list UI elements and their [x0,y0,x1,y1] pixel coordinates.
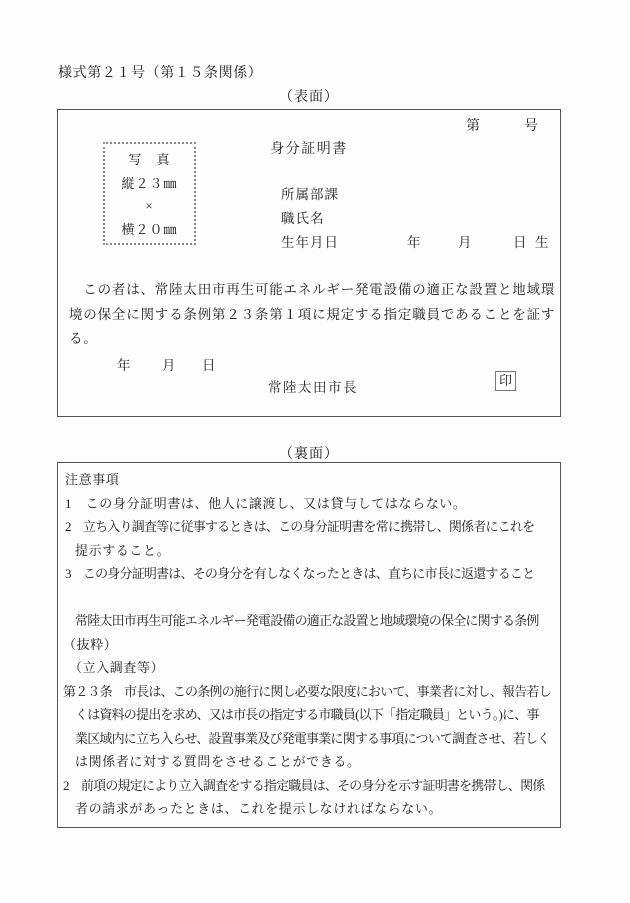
ordinance-article-heading: （立入調査等） [69,660,165,675]
birth-month-label: 月 [458,235,473,250]
issuer-name: 常陸太田市長 [268,380,358,395]
issue-day-label: 日 [202,358,217,373]
doc-number-suffix: 号 [524,119,538,134]
ordinance-article-line: 業区域内に立ち入らせ、設置事業及び発電事業に関する事項について調査させ、若しく [75,730,550,746]
birth-day-label: 日 [513,235,528,250]
photo-times-sign: × [145,197,154,213]
certification-line: る。 [69,331,98,347]
doc-number-line [466,115,538,135]
ordinance-excerpt-label: （抜粋） [63,636,118,652]
back-section-label: （裏面） [279,447,339,462]
back-note-item: 1 この身分証明書は、他人に譲渡し、又は貸与してはならない。 [65,495,467,511]
issue-month-label: 月 [162,358,177,373]
front-section-label: （表面） [279,90,339,105]
back-note-continuation: 提示すること。 [75,542,171,558]
ordinance-article-line: 2 前項の規定により立入調査をする指定職員は、その身分を示す証明書を携帯し、関係 [63,777,545,793]
born-suffix-label: 生 [535,235,550,250]
issue-year-label: 年 [117,358,132,373]
certification-line: この者は、常陸太田市再生可能エネルギー発電設備の適正な設置と地域環 [69,282,556,297]
back-note-item: 2 立ち入り調査等に従事するときは、この身分証明書を常に携帯し、関係者にこれを [65,519,535,534]
ordinance-title-line: 常陸太田市再生可能エネルギー発電設備の適正な設置と地域環境の保全に関する条例 [75,613,539,628]
back-notes-heading: 注意事項 [65,472,120,487]
id-card-front [57,109,561,417]
photo-label: 写 真 [128,152,171,168]
birth-year-label: 年 [407,235,422,250]
ordinance-article-line: 者の請求があったときは、これを提示しなければならない。 [75,801,443,816]
card-title: 身分証明書 [270,142,348,157]
photo-width-spec: 横２０㎜ [121,221,178,237]
doc-number-prefix: 第 [466,119,480,134]
photo-height-spec: 縦２３㎜ [121,176,178,192]
seal-placeholder: 印 [495,371,516,391]
title-name-field-label: 職氏名 [281,211,325,226]
ordinance-article-line: は関係者に対する質問をさせることができる。 [75,754,361,769]
ordinance-article-line: くは資料の提出を求め、又は市長の指定する市職員(以下「指定職員」という。)に、事 [75,707,539,722]
back-note-item: 3 この身分証明書は、その身分を有しなくなったときは、直ちに市長に返還すること [65,566,535,581]
back-blank-line [63,586,556,610]
form-number-label: 様式第２１号（第１５条関係） [58,66,263,81]
certification-text [69,278,555,352]
birthdate-field-label: 生年月日 [281,235,339,250]
id-card-back [57,462,561,828]
photo-placeholder [103,142,196,245]
department-field-label: 所属部課 [281,187,339,202]
certification-line: 境の保全に関する条例第２３条第１項に規定する指定職員であることを証す [69,306,556,322]
ordinance-article-line: 第２３条 市長は、この条例の施行に関し必要な限度において、事業者に対し、報告若し [63,683,551,699]
